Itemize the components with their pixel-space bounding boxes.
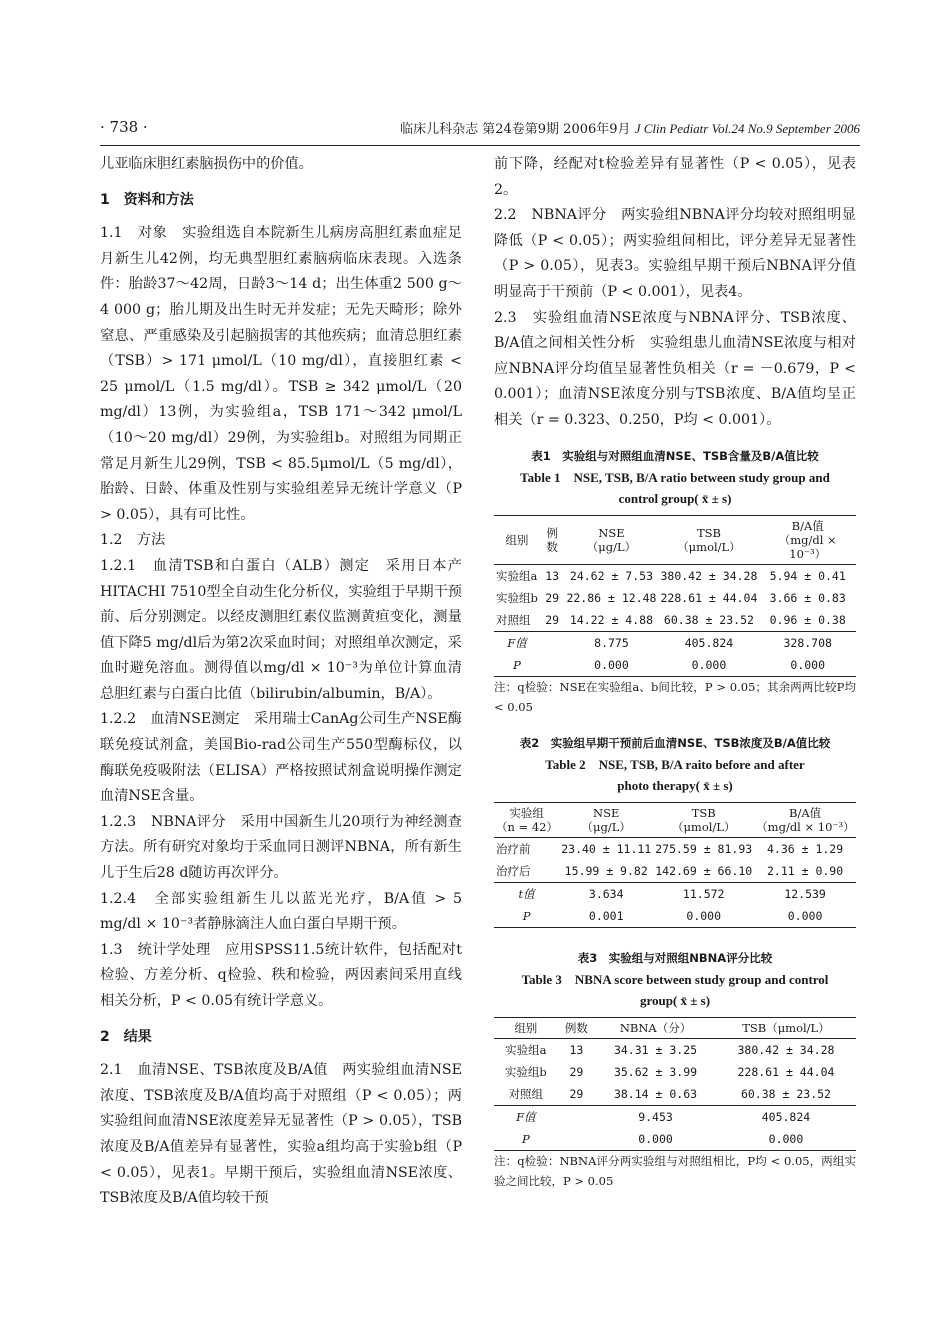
table-cell: 14.22 ± 4.88 <box>569 612 653 627</box>
table-cell: 0.000 <box>716 1128 856 1151</box>
table-cell: 13 <box>569 1042 584 1057</box>
table-header-cell: NSE （μg/L） <box>564 515 658 564</box>
journal-name-en: J Clin Pediatr Vol.24 No.9 September 2006 <box>634 121 860 136</box>
table-cell: 0.000 <box>595 1128 716 1151</box>
table-2-caption-en: Table 2 NSE, TSB, B/A raito before and after <box>545 756 805 772</box>
header-rule <box>100 145 860 146</box>
para-results-2: 2.2 NBNA评分 两实验组NBNA评分均较对照组明显降低（P < 0.05）；两实验组间相比，评分差异无显著性（P > 0.05），见表3。实验组早期干预后NBNA评分值明显高于干预前（P < 0.001），见表4。 <box>494 207 856 300</box>
table-cell: 实验组b <box>504 1064 547 1079</box>
table-3-grid <box>494 1017 856 1151</box>
table-cell: 22.86 ± 12.48 <box>566 590 657 605</box>
para-nse: 1.2.2 血清NSE测定 采用瑞士CanAg公司生产NSE酶联免疫试剂盒，美国Bio-rad公司生产550型酶标仪，以酶联免疫吸附法（ELISA）严格按照试剂盒说明操作测定血清NSE含量。 <box>100 711 462 805</box>
table-3-caption-en: Table 3 NBNA score between study group and control <box>521 971 829 987</box>
para-tsb-alb: 1.2.1 血清TSB和白蛋白（ALB）测定 采用日本产HITACHI 7510型全自动生化分析仪，实验组于早期干预前、后分别测定。以经皮测胆红素仪监测黄疸变化，测量值下降5 mg/dl后为第2次采血时间；对照组单次测定，采血时避免溶血。测得值以mg/dl × 10⁻³为单位计算血清总胆红素与白蛋白比值（bilirubin/albumin，B/A）。 <box>100 557 462 702</box>
para-results-1: 2.1 血清NSE、TSB浓度及B/A值 两实验组血清NSE浓度、TSB浓度及B/A值均高于对照组（P < 0.05）；两实验组间血清NSE浓度差异无显著性（P > 0.05），TSB浓度及B/A值差异有显著性，实验a组均高于实验b组（P < 0.05），见表1。早期干预后，实验组血清NSE浓度、TSB浓度及B/A值均较干预 <box>100 1062 462 1207</box>
table-2-caption-en-2: photo therapy( x̄ ± s) <box>617 777 733 793</box>
table-header-cell: 实验组 （n = 42） <box>494 802 559 837</box>
journal-citation <box>400 118 860 137</box>
table-row <box>494 609 856 632</box>
table-cell: t值 <box>494 882 559 905</box>
table-cell: 380.42 ± 34.28 <box>660 568 758 583</box>
table-cell: 228.61 ± 44.04 <box>660 590 758 605</box>
table-cell: 0.000 <box>754 905 856 928</box>
table-1-caption-en-2: control group( x̄ ± s) <box>618 490 732 506</box>
table-1-caption-cn: 表1 实验组与对照组血清NSE、TSB含量及B/A值比较 <box>531 448 819 463</box>
para-treatment: 1.2.4 全部实验组新生儿以蓝光光疗，B/A值 > 5 mg/dl × 10⁻³者静脉滴注人血白蛋白早期干预。 <box>100 890 462 933</box>
table-cell: 35.62 ± 3.99 <box>613 1064 698 1079</box>
table-cell: 29 <box>545 590 560 605</box>
table-1 <box>494 446 856 717</box>
table-row <box>494 860 856 883</box>
table-cell: 29 <box>545 612 560 627</box>
table-cell: 29 <box>569 1086 584 1101</box>
table-row <box>494 837 856 860</box>
table-stat-row <box>494 882 856 905</box>
table-row <box>494 1038 856 1061</box>
table-cell: P <box>494 1128 558 1151</box>
table-3 <box>494 948 856 1191</box>
section-heading-methods: 1 资料和方法 <box>100 191 194 208</box>
table-cell: 60.38 ± 23.52 <box>740 1086 831 1101</box>
table-header-cell: 例数 <box>558 1017 595 1038</box>
table-1-note: 注：q检验：NSE在实验组a、b间比较，P > 0.05；其余两两比较P均 < 0.05 <box>494 679 856 714</box>
table-cell: 实验组a <box>505 1042 547 1057</box>
table-cell <box>558 1128 595 1151</box>
table-cell: 9.453 <box>595 1105 716 1128</box>
table-cell: 实验组a <box>496 568 538 583</box>
table-cell: 4.36 ± 1.29 <box>767 841 844 856</box>
table-cell: 405.824 <box>716 1105 856 1128</box>
table-3-caption-en-2: group( x̄ ± s) <box>639 992 711 1008</box>
para-methods-heading: 1.2 方法 <box>100 532 166 549</box>
table-cell <box>540 654 565 677</box>
page-number: · 738 · <box>100 118 148 136</box>
table-header-cell: NSE （μg/L） <box>559 802 653 837</box>
table-cell: 275.59 ± 81.93 <box>655 841 753 856</box>
para-subjects: 1.1 对象 实验组选自本院新生儿病房高胆红素血症足月新生儿42例，均无典型胆红素脑病临床表现。入选条件：胎龄37～42周，日龄3～14 d；出生体重2 500 g～4 000 g；胎儿期及出生时无并发症；无先天畸形；除外窒息、严重感染及引起脑损害的其他疾病；血清总胆红素（TSB）> 171 μmol/L（10 mg/dl），直接胆红素 < 25 μmol/L（1.5 mg/dl）。TSB ≥ 342 μmol/L（20 mg/dl）13例，为实验组a，TSB 171～342 μmol/L（10～20 mg/dl）29例，为实验组b。对照组为同期正常足月新生儿29例，TSB < 85.5μmol/L（5 mg/dl），胎龄、日龄、体重及性别与实验组差异无统计学意义（P > 0.05），具有可比性。 <box>100 225 462 523</box>
table-header-cell: 组别 <box>494 515 540 564</box>
table-stat-row <box>494 905 856 928</box>
table-cell: 3.66 ± 0.83 <box>769 590 846 605</box>
table-cell: 13 <box>545 568 560 583</box>
table-cell <box>540 631 565 654</box>
table-cell: P <box>494 905 559 928</box>
right-column <box>494 152 856 1191</box>
table-cell: 0.000 <box>653 905 754 928</box>
table-cell: F值 <box>494 631 540 654</box>
table-cell: 34.31 ± 3.25 <box>613 1042 698 1057</box>
table-cell: 治疗前 <box>496 841 531 856</box>
para-statistics: 1.3 统计学处理 应用SPSS11.5统计软件，包括配对t检验、方差分析、q检验、秩和检验，两因素间采用直线相关分析，P < 0.05有统计学意义。 <box>100 941 462 1009</box>
table-cell: 对照组 <box>496 612 531 627</box>
table-3-caption-cn: 表3 实验组与对照组NBNA评分比较 <box>577 950 773 965</box>
table-cell: 29 <box>569 1064 584 1079</box>
results-continuation: 前下降，经配对t检验差异有显著性（P < 0.05），见表2。 <box>494 156 856 198</box>
table-cell: 8.775 <box>564 631 658 654</box>
intro-continuation: 儿亚临床胆红素脑损伤中的价值。 <box>100 156 313 172</box>
table-cell: 5.94 ± 0.41 <box>769 568 846 583</box>
table-row <box>494 1083 856 1106</box>
table-1-caption-en: Table 1 NSE, TSB, B/A ratio between study group and <box>520 469 830 485</box>
table-cell: 3.634 <box>559 882 653 905</box>
table-cell: 0.000 <box>564 654 658 677</box>
table-cell: 0.000 <box>759 654 856 677</box>
running-header <box>100 118 860 142</box>
table-cell: 24.62 ± 7.53 <box>569 568 653 583</box>
table-cell: 治疗后 <box>496 863 531 878</box>
table-cell: 38.14 ± 0.63 <box>613 1086 698 1101</box>
table-cell <box>558 1105 595 1128</box>
table-cell: 0.000 <box>658 654 759 677</box>
table-cell: 23.40 ± 11.11 <box>561 841 652 856</box>
table-row <box>494 1061 856 1083</box>
left-column <box>100 152 462 1212</box>
table-cell: 328.708 <box>759 631 856 654</box>
table-2-grid <box>494 802 856 928</box>
table-3-header-row <box>494 1017 856 1038</box>
table-stat-row <box>494 1105 856 1128</box>
table-cell: 2.11 ± 0.90 <box>767 863 844 878</box>
table-1-grid <box>494 515 856 677</box>
table-header-cell: TSB （μmol/L） <box>658 515 759 564</box>
table-header-cell: 例数 <box>540 515 565 564</box>
table-cell: 60.38 ± 23.52 <box>663 612 754 627</box>
table-header-cell: B/A值 （mg/dl × 10⁻³） <box>754 802 856 837</box>
table-cell: 228.61 ± 44.04 <box>737 1064 835 1079</box>
table-3-note: 注：q检验：NBNA评分两实验组与对照组相比，P均 < 0.05，两组实验之间比较，P > 0.05 <box>494 1153 856 1188</box>
table-2-header-row <box>494 802 856 837</box>
table-cell: 380.42 ± 34.28 <box>737 1042 835 1057</box>
table-stat-row <box>494 1128 856 1151</box>
journal-name-cn: 临床儿科杂志 第24卷第9期 2006年9月 <box>400 122 631 137</box>
table-2-caption-cn: 表2 实验组早期干预前后血清NSE、TSB浓度及B/A值比较 <box>519 735 831 750</box>
para-results-3: 2.3 实验组血清NSE浓度与NBNA评分、TSB浓度、B/A值之间相关性分析 实验组患儿血清NSE浓度与相对应NBNA评分均值呈显著性负相关（r = －0.679，P < 0.001）；血清NSE浓度分别与TSB浓度、B/A值均呈正相关（r = 0.323、0.250，P均 < 0.001）。 <box>494 309 856 428</box>
table-cell: P <box>494 654 540 677</box>
table-header-cell: 组别 <box>494 1017 558 1038</box>
table-header-cell: NBNA（分） <box>595 1017 716 1038</box>
table-stat-row <box>494 654 856 677</box>
table-cell: 142.69 ± 66.10 <box>655 863 753 878</box>
table-stat-row <box>494 631 856 654</box>
table-header-cell: B/A值 （mg/dl × 10⁻³） <box>759 515 856 564</box>
table-row <box>494 564 856 587</box>
section-heading-results: 2 结果 <box>100 1028 152 1045</box>
table-cell: 0.96 ± 0.38 <box>769 612 846 627</box>
table-cell: 15.99 ± 9.82 <box>564 863 648 878</box>
table-cell: 0.001 <box>559 905 653 928</box>
table-cell: 405.824 <box>658 631 759 654</box>
table-cell: 实验组b <box>496 590 538 605</box>
table-cell: 对照组 <box>508 1086 544 1101</box>
table-row <box>494 587 856 609</box>
table-header-cell: TSB （μmol/L） <box>653 802 754 837</box>
table-1-header-row <box>494 515 856 564</box>
para-nbna: 1.2.3 NBNA评分 采用中国新生儿20项行为神经测查方法。所有研究对象均于采血同日测评NBNA，所有新生儿于生后28 d随访再次评分。 <box>100 813 462 882</box>
table-cell: 12.539 <box>754 882 856 905</box>
table-header-cell: TSB（μmol/L） <box>716 1017 856 1038</box>
table-cell: 11.572 <box>653 882 754 905</box>
table-2 <box>494 733 856 928</box>
table-cell: F值 <box>494 1105 558 1128</box>
